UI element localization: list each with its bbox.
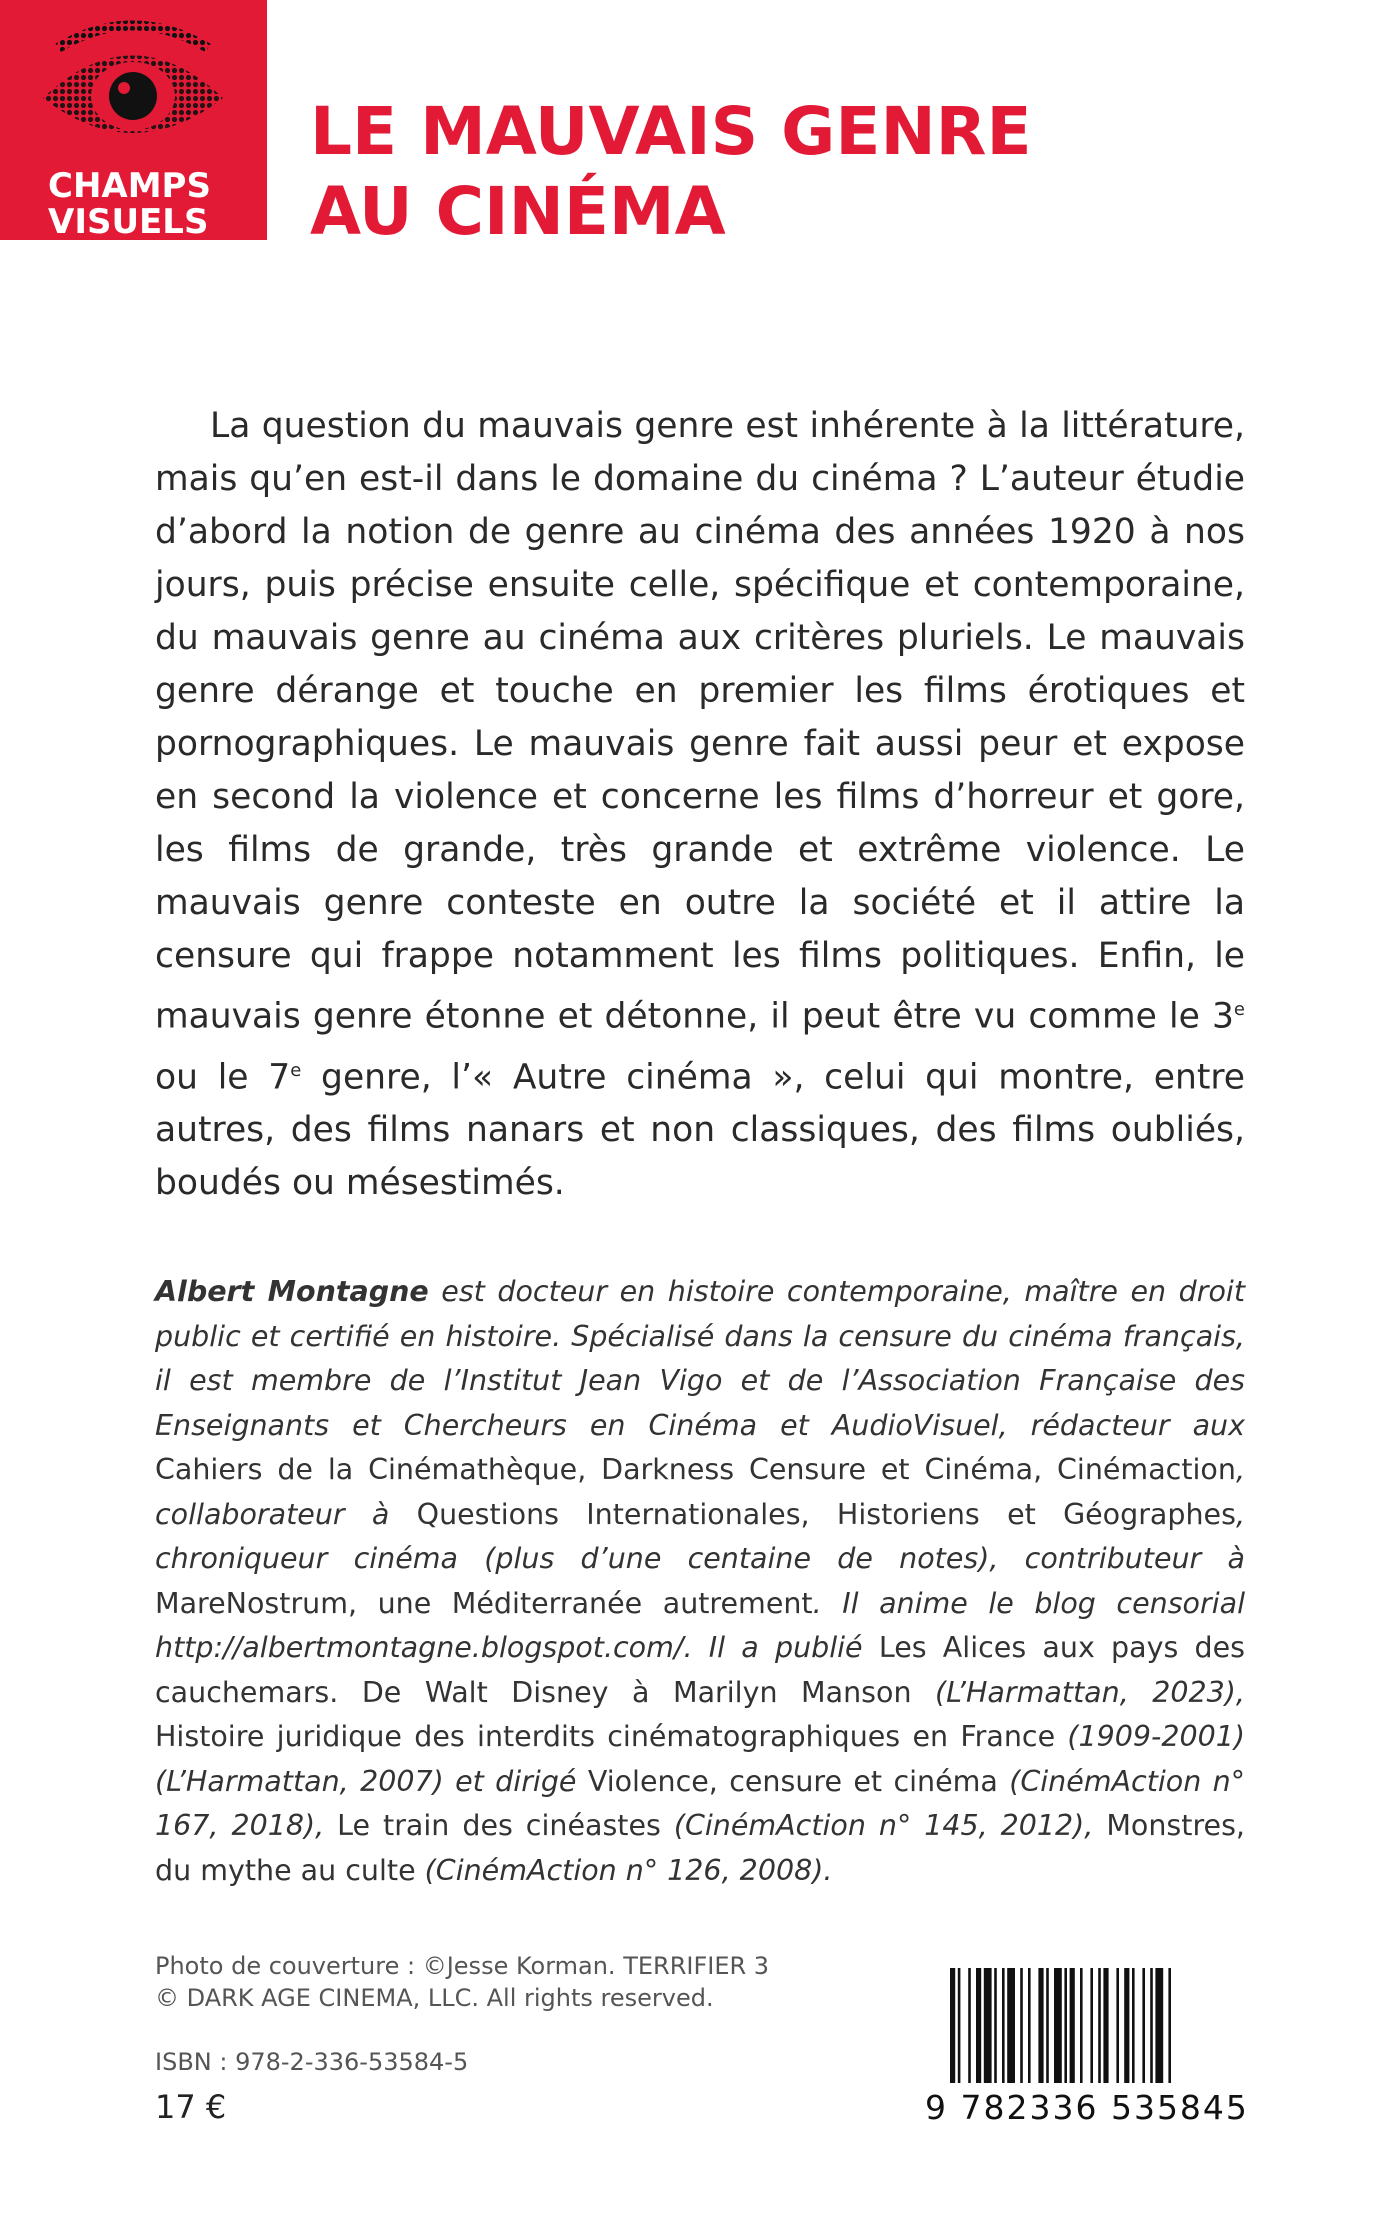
- blurb: [155, 400, 1245, 1210]
- blurb-sup-1: e: [1233, 999, 1245, 1020]
- blurb-paragraph: [155, 400, 1245, 1210]
- bio-text-7: (CinémAction n° 167, 2018),: [155, 1764, 1245, 1842]
- title-line-2: AU CINÉMA: [310, 173, 726, 250]
- bio-text-6: (1909-2001) (L’Harmattan, 2007) et dirigé: [155, 1720, 1245, 1798]
- bio-ref-4: Les Alices aux pays des cauchemars. De Walt Disney à Marilyn Manson: [155, 1631, 1245, 1709]
- author-bio: [155, 1270, 1245, 1893]
- bio-ref-5: Histoire juridique des interdits cinématographiques en France: [155, 1720, 1056, 1753]
- credits-line-1: Photo de couverture : ©Jesse Korman. TERRIFIER 3: [155, 1952, 770, 1980]
- blurb-sup-2: e: [290, 1059, 302, 1081]
- book-title: [310, 92, 1032, 252]
- bio-ref-7: Le train des cinéastes: [337, 1809, 661, 1842]
- barcode-digits: 9 782336 535845: [925, 2088, 1249, 2127]
- bio-text-8: (CinémAction n° 145, 2012),: [660, 1809, 1107, 1842]
- bio-text-2: , collaborateur à: [155, 1453, 1245, 1531]
- bio-text-4: . Il anime le blog censorial http://albertmontagne.blogspot.com/. Il a publié: [155, 1586, 1245, 1664]
- price: 17 €: [155, 2088, 227, 2126]
- bio-text-5: (L’Harmattan, 2023),: [911, 1675, 1245, 1709]
- barcode-icon: [950, 1968, 1235, 2083]
- bio-ref-6: Violence, censure et cinéma: [587, 1764, 998, 1798]
- bio-text-1: est docteur en histoire contemporaine, maître en droit public et certifié en histoire. Spécialisé dans la censure du cinéma français, il est membre de l’Institut Jean Vigo et de l’Association Française des Enseignants et Chercheurs en Cinéma et AudioVisuel, rédacteur aux: [155, 1275, 1245, 1442]
- eye-icon: [38, 18, 228, 158]
- photo-credits: [155, 1950, 855, 2014]
- bio-ref-8: Monstres, du mythe au culte: [155, 1809, 1245, 1887]
- bio-ref-2: Questions Internationales, Historiens et Géographes: [416, 1497, 1236, 1531]
- blurb-text-1: La question du mauvais genre est inhérente à la littérature, mais qu’en est-il dans le domaine du cinéma ? L’auteur étudie d’abord la notion de genre au cinéma des années 1920 à nos jours, puis précise ensuite celle, spécifique et contemporaine, du mauvais genre au cinéma aux critères pluriels. Le mauvais genre dérange et touche en premier les films érotiques et pornographiques. Le mauvais genre fait aussi peur et expose en second la violence et concerne les films d’horreur et gore, les films de grande, très grande et extrême violence. Le mauvais genre conteste en outre la société et il attire la censure qui frappe notamment les films politiques. Enfin, le mauvais genre étonne et détonne, il peut être vu comme le 3: [155, 406, 1245, 1037]
- bio-paragraph: [155, 1270, 1245, 1893]
- author-name: Albert Montagne: [155, 1275, 429, 1308]
- bio-text-3: , chroniqueur cinéma (plus d’une centaine de notes), contributeur à: [155, 1497, 1245, 1575]
- title-line-1: LE MAUVAIS GENRE: [310, 93, 1032, 170]
- credits-line-2: © DARK AGE CINEMA, LLC. All rights reserved.: [155, 1984, 714, 2012]
- bio-ref-1: Cahiers de la Cinémathèque, Darkness Censure et Cinéma, Cinémaction: [155, 1453, 1236, 1486]
- series-logo: [0, 0, 267, 240]
- logo-line-1: CHAMPS: [48, 166, 211, 206]
- blurb-text-2: ou le 7: [155, 1057, 291, 1097]
- blurb-text-3: genre, l’« Autre cinéma », celui qui montre, entre autres, des films nanars et non classiques, des films oubliés, boudés ou mésestimés.: [155, 1057, 1245, 1203]
- logo-line-2: VISUELS: [48, 202, 209, 240]
- isbn: ISBN : 978-2-336-53584-5: [155, 2048, 469, 2076]
- bio-text-9: (CinémAction n° 126, 2008).: [415, 1853, 833, 1887]
- bio-ref-3: MareNostrum, une Méditerranée autrement: [155, 1586, 813, 1620]
